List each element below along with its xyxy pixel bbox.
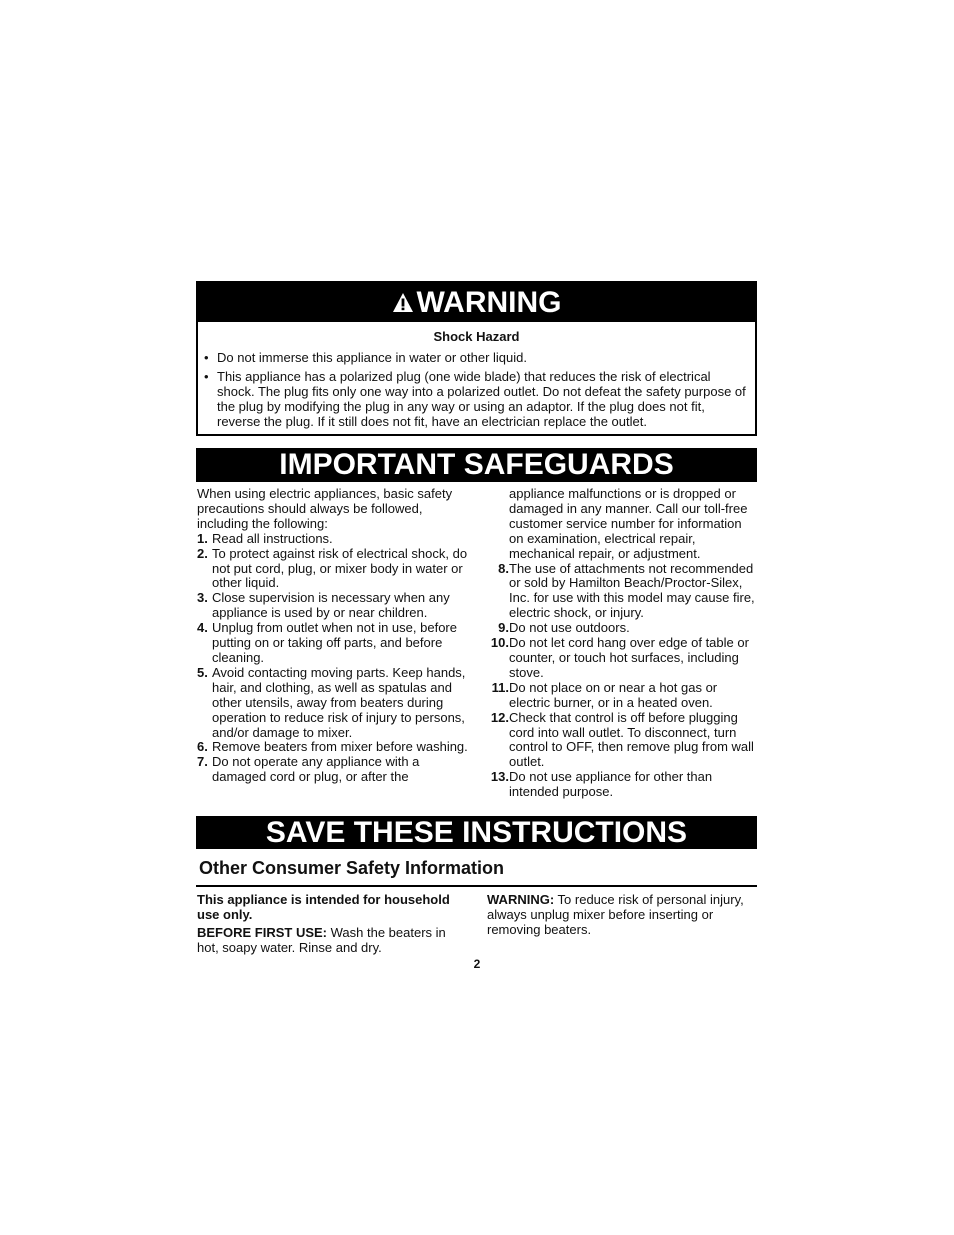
safeguard-item xyxy=(197,591,469,621)
bullet: • xyxy=(204,369,209,384)
other-info-right xyxy=(487,892,759,940)
warning-title: WARNING xyxy=(416,285,562,319)
before-first-use-text: Wash the beaters in hot, soapy water. Rinse and dry. xyxy=(197,925,446,955)
item-number: 10. xyxy=(490,635,509,651)
safeguard-item xyxy=(484,770,758,800)
item-text: Do not let cord hang over edge of table or counter, or touch hot surfaces, including stove. xyxy=(509,635,749,680)
safeguard-item xyxy=(484,681,758,711)
safeguard-item xyxy=(197,755,469,785)
item-continuation: appliance malfunctions or is dropped or damaged in any manner. Call our toll-free customer service number for information on examination, electrical repair, mechanical repair, or adjustment. xyxy=(509,486,748,561)
household-use-note: This appliance is intended for household use only. xyxy=(197,892,450,922)
item-text: Avoid contacting moving parts. Keep hands, hair, and clothing, as well as spatulas and other utensils, away from beaters during operation to reduce risk of injury to persons, and/or damage to mixer. xyxy=(212,664,466,740)
safeguard-item xyxy=(484,711,758,771)
item-number: 5. xyxy=(197,664,208,680)
warning-item-text: This appliance has a polarized plug (one wide blade) that reduces the risk of electrical shock. The plug fits only one way into a polarized outlet. Do not defeat the safety purpose of the plug by modifying the plug in any way or using an adaptor. If the plug does not fit, reverse the plug. If it still does not fit, have an electrician replace the outlet. xyxy=(217,369,746,429)
item-text: Close supervision is necessary when any appliance is used by or near children. xyxy=(212,590,450,621)
item-number: 9. xyxy=(498,620,509,636)
divider xyxy=(196,885,757,887)
item-text: Do not use outdoors. xyxy=(509,620,630,636)
warning-subtitle: Shock Hazard xyxy=(433,329,520,344)
item-text: Do not use appliance for other than intended purpose. xyxy=(509,769,713,800)
item-text: The use of attachments not recommended or sold by Hamilton Beach/Proctor-Silex, Inc. for use with this model may cause fire, electric shock, or injury. xyxy=(509,560,755,621)
item-text: Read all instructions. xyxy=(212,530,333,546)
before-first-use xyxy=(197,925,469,955)
warning-list xyxy=(198,350,755,429)
item-number: 13. xyxy=(490,769,509,785)
item-number: 8. xyxy=(498,560,509,576)
bullet: • xyxy=(204,350,209,365)
item-text: Remove beaters from mixer before washing. xyxy=(212,739,468,755)
safeguards-right-column xyxy=(484,487,758,800)
beater-warning xyxy=(487,892,759,937)
safeguard-item xyxy=(197,666,469,741)
warning-triangle-icon xyxy=(392,287,414,321)
item-number: 12. xyxy=(490,709,509,725)
safeguard-item xyxy=(484,562,758,622)
item-number: 4. xyxy=(197,620,208,636)
item-text: Do not operate any appliance with a damaged cord or plug, or after the xyxy=(212,754,420,785)
other-safety-title: Other Consumer Safety Information xyxy=(199,858,505,878)
page-number: 2 xyxy=(473,957,481,971)
safeguard-item xyxy=(197,740,469,755)
item-number: 7. xyxy=(197,754,208,770)
safeguards-intro: When using electric appliances, basic safety precautions should always be followed, including the following: xyxy=(197,486,453,531)
warning-item-text: Do not immerse this appliance in water or other liquid. xyxy=(217,350,527,365)
item-number: 3. xyxy=(197,590,208,606)
safeguard-item xyxy=(197,532,469,547)
safeguard-item xyxy=(197,547,469,592)
safeguards-banner: IMPORTANT SAFEGUARDS xyxy=(196,448,757,482)
warning-item xyxy=(204,350,749,365)
safeguard-item xyxy=(484,621,758,636)
item-text: Unplug from outlet when not in use, before putting on or taking off parts, and before cleaning. xyxy=(212,620,457,665)
item-number: 6. xyxy=(197,739,208,755)
item-number: 1. xyxy=(197,530,208,546)
beater-warning-label: WARNING: xyxy=(487,892,555,907)
item-text: To protect against risk of electrical shock, do not put cord, plug, or mixer body in water or other liquid. xyxy=(212,545,468,591)
save-instructions-banner: SAVE THESE INSTRUCTIONS xyxy=(196,816,757,849)
item-number: 2. xyxy=(197,545,208,561)
before-first-use-label: BEFORE FIRST USE: xyxy=(197,925,328,940)
warning-header xyxy=(198,283,755,322)
item-text: Check that control is off before plugging cord into wall outlet. To disconnect, turn control to OFF, then remove plug from wall outlet. xyxy=(509,709,754,770)
warning-box xyxy=(196,281,757,436)
item-number: 11. xyxy=(491,679,509,695)
beater-warning-text: To reduce risk of personal injury, always unplug mixer before inserting or removing beaters. xyxy=(487,892,744,937)
safeguard-item xyxy=(197,621,469,666)
item-text: Do not place on or near a hot gas or electric burner, or in a heated oven. xyxy=(509,679,718,710)
safeguard-item xyxy=(484,636,758,681)
safeguards-left-column xyxy=(197,487,469,785)
other-info-left xyxy=(197,892,469,958)
warning-item xyxy=(204,369,749,429)
